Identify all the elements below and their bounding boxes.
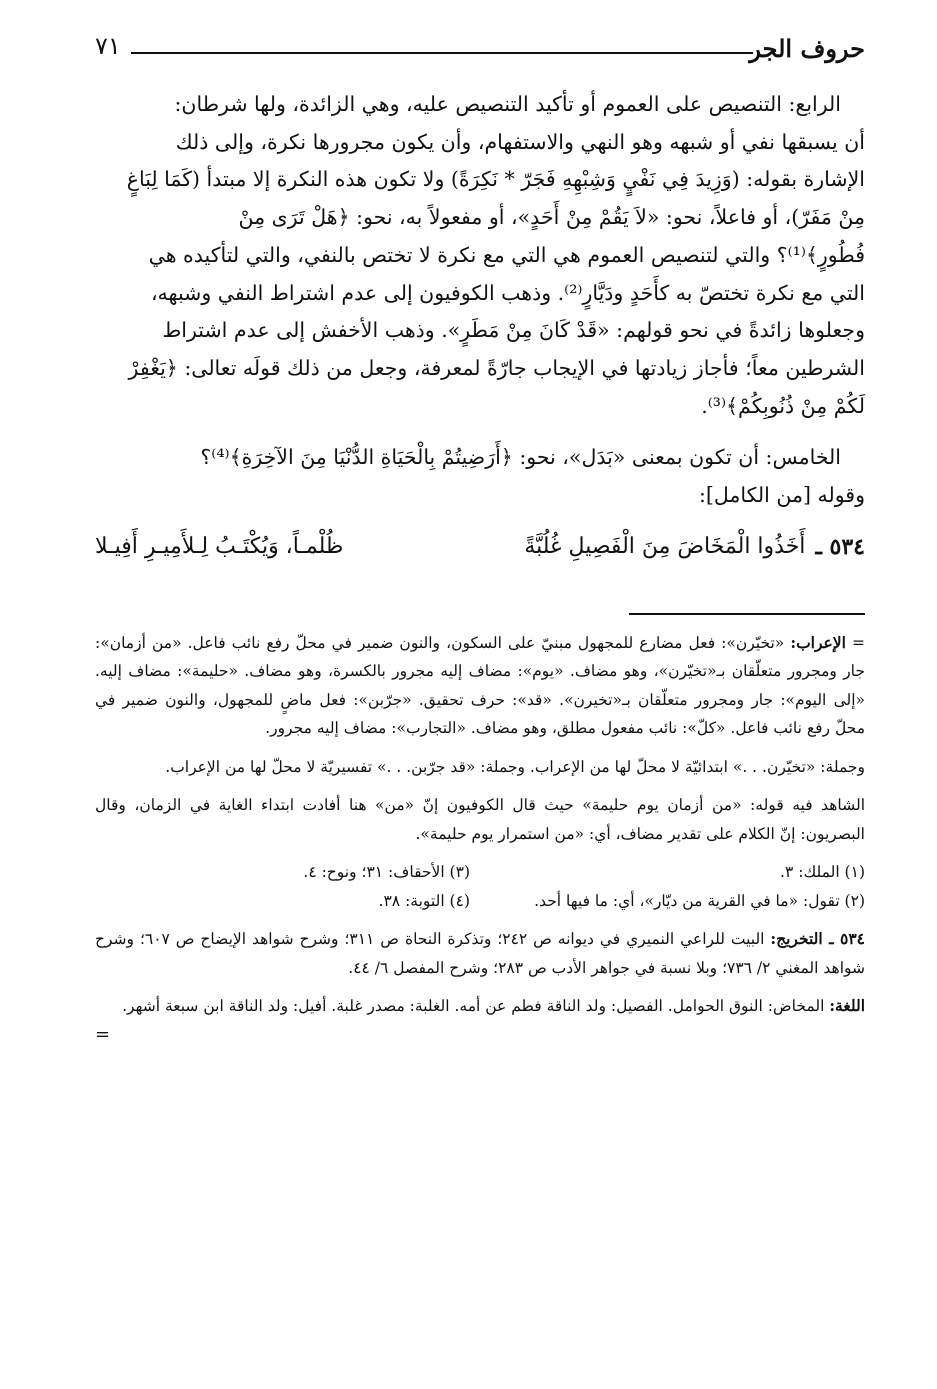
verse-number: ٥٣٤ ـ xyxy=(815,533,865,560)
continuation-mark: = xyxy=(852,633,865,652)
page-header xyxy=(95,30,865,80)
shahid-note: الشاهد فيه قوله: «من أزمان يوم حليمة» حيث قال الكوفيون إنّ «من» هنا أفادت ابتداء الغاية في الزمان، وقال البصريون: إنّ الكلام على تقدير مضاف، أي: «من استمرار يوم حليمة». xyxy=(95,796,865,843)
chapter-title: حروف الجر xyxy=(749,34,865,63)
paragraph-line: التي مع نكرة تختصّ به كأَحَدٍ ودَيَّارٍ⁽²⁾. وذهب الكوفيون إلى عدم اشتراط النفي وشبهه، xyxy=(150,280,865,305)
continuation-end-mark: = xyxy=(95,1023,111,1045)
page-number: ٧١ xyxy=(95,32,121,60)
paragraph-line: وقوله [من الكامل]: xyxy=(698,483,865,508)
footnote-4: (٤) التوبة: ٣٨. xyxy=(378,891,470,910)
verse-first-hemistich: أَخَذُوا الْمَخَاضَ مِنَ الْفَصِيلِ غُلُبَّةً xyxy=(524,534,806,560)
paragraph-line: الإشارة بقوله: (وَزِيدَ فِي نَفْيٍ وَشِبْهِهِ فَجَرّ * نَكِرَةً) ولا تكون هذه النكرة إلا مبتدأ (كَمَا لِبَاغٍ xyxy=(126,167,865,192)
jumla-note: وجملة: «تخيّرن. . .» ابتدائيّة لا محلّ لها من الإعراب. وجملة: «قد جرّبن. . .» تفسيريّة لا محلّ لها من الإعراب. xyxy=(165,757,865,776)
verse-second-hemistich: ظُلْمـاً، وَيُكْتَـبُ لِـلأَمِيـرِ أَفِيـلا xyxy=(95,534,344,560)
i3rab-note xyxy=(95,629,865,743)
footnote-3: (٣) الأحقاف: ٣١؛ ونوح: ٤. xyxy=(303,863,470,882)
book-page xyxy=(95,30,865,1049)
paragraph-line: الخامس: أن تكون بمعنى «بَدَل»، نحو: ﴿أَرَضِيتُمْ بِالْحَيَاةِ الدُّنْيَا مِنَ الآخِرَةِ﴾⁽⁴⁾؟ xyxy=(200,445,841,470)
paragraph-line: وجعلوها زائدةً في نحو قولهم: «قَدْ كَانَ مِنْ مَطَرٍ». وذهب الأخفش إلى عدم اشتراط xyxy=(162,318,865,343)
paragraph-line: مِنْ مَفَرّ)، أو فاعلاً، نحو: «لاَ يَقُمْ مِنْ أَحَدٍ»، أو مفعولاً به، نحو: ﴿هَلْ تَرَى مِنْ xyxy=(238,205,865,230)
lugha-note xyxy=(95,992,865,1021)
paragraph-line: أن يسبقها نفي أو شبهه وهو النهي والاستفهام، وأن يكون مجرورها نكرة، وإلى ذلك xyxy=(175,129,865,154)
lugha-text: المخاض: النوق الحوامل. الفصيل: ولد الناقة فطم عن أمه. الغلبة: مصدر غلبة. أفيل: ولد الناقة ابن سبعة أشهر. xyxy=(122,997,825,1016)
paragraph-line: الشرطين معاً؛ فأجاز زيادتها في الإيجاب جارّةً لمعرفة، وجعل من ذلك قولَه تعالى: ﴿يَغْفِرْ xyxy=(128,355,865,380)
lugha-label: اللغة: xyxy=(829,996,865,1016)
footnote-1: (١) الملك: ٣. xyxy=(780,863,865,882)
footnote-separator xyxy=(629,613,865,615)
takhrij-note xyxy=(95,925,865,982)
paragraph-line: فُطُورٍ﴾⁽¹⁾؟ والتي لتنصيص العموم هي التي مع نكرة لا تختص بالنفي، والتي لتأكيده هي xyxy=(148,242,865,267)
paragraph-line: الرابع: التنصيص على العموم أو تأكيد التنصيص عليه، وهي الزائدة، ولها شرطان: xyxy=(174,92,841,116)
numbered-footnotes xyxy=(95,858,865,915)
takhrij-text: البيت للراعي النميري في ديوانه ص ٢٤٢؛ وتذكرة النحاة ص ٣١١؛ وشرح شواهد الإيضاح ص ٦٠٧؛ وشرح شواهد المغني ٢/ ٧٣٦؛ وبلا نسبة في جواهر الأدب ص ٢٨٣؛ وشرح المفصل ٦/ ٤٤. xyxy=(95,930,865,977)
footnote-2: (٢) تقول: «ما في القرية من ديّار»، أي: ما فيها أحد. xyxy=(534,891,865,910)
poetry-verse xyxy=(95,527,865,567)
main-text xyxy=(95,86,865,515)
i3rab-label: الإعراب: xyxy=(790,632,846,652)
header-rule xyxy=(131,52,753,54)
paragraph-line: لَكُمْ مِنْ ذُنُوبِكُمْ﴾⁽³⁾. xyxy=(701,393,865,418)
footnotes xyxy=(95,629,865,1050)
takhrij-label: ٥٣٤ ـ التخريج: xyxy=(770,929,865,949)
i3rab-text: «تخيّرن»: فعل مضارع للمجهول مبنيّ على السكون، والنون ضمير في محلّ رفع نائب فاعل. «من أزمان»: جار ومجرور متعلّقان بـ«تخيّرن»، وهو مضاف. «يوم»: مضاف إليه مجرور بالكسرة، وهو مضاف. «حليمة»: مضاف إليه. «إلى اليوم»: جار ومجرور متعلّقان بـ«تخيرن». «قد»: حرف تحقيق. «جرّبن»: فعل ماضٍ للمجهول، والنون ضمير في محلّ رفع نائب فاعل. «كلّ»: نائب مفعول مطلق، وهو مضاف. «التجارب»: مضاف إليه مجرور. xyxy=(95,633,865,738)
